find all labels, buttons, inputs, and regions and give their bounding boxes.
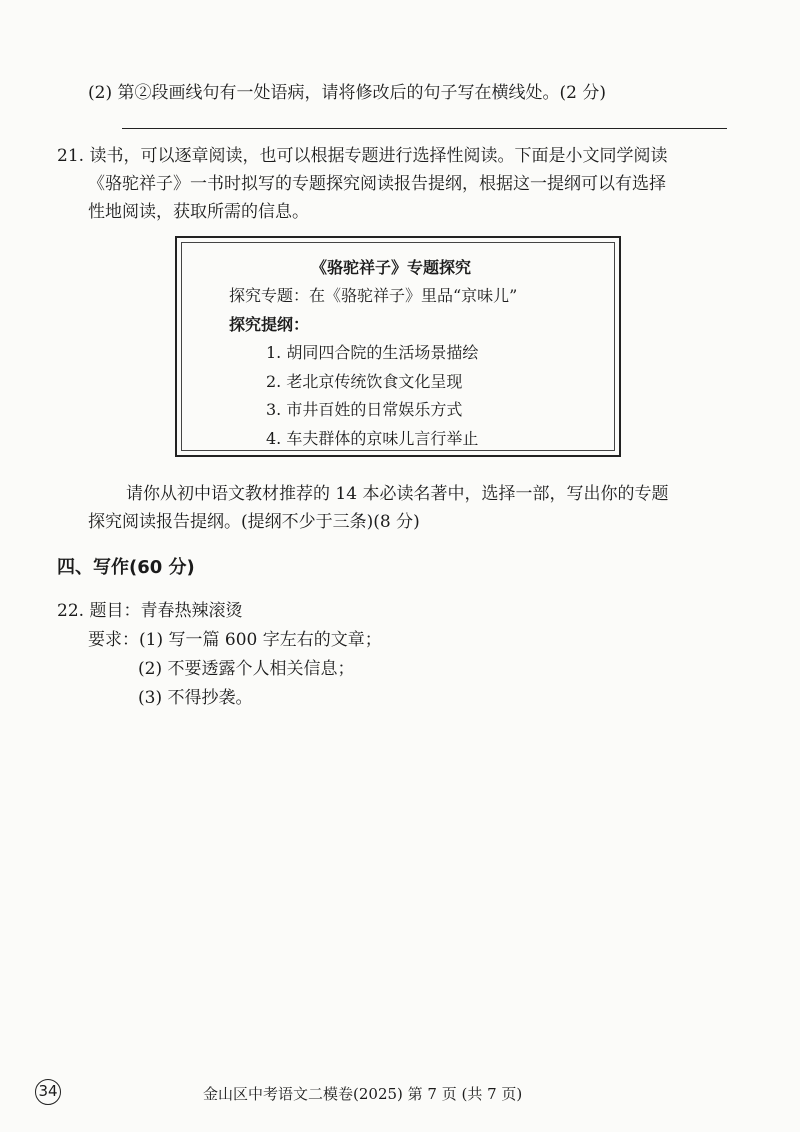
outline-item-2: 2. 老北京传统饮食文化呈现 xyxy=(266,372,463,391)
q21-line-2: 《骆驼祥子》一书时拟写的专题探究阅读报告提纲，根据这一提纲可以有选择 xyxy=(88,174,666,194)
q21-line-3: 性地阅读，获取所需的信息。 xyxy=(88,202,309,222)
footer-text: 金山区中考语文二模卷(2025) 第 7 页 (共 7 页) xyxy=(203,1085,523,1103)
outline-box-title: 《骆驼祥子》专题探究 xyxy=(311,258,472,277)
outline-item-4: 4. 车夫群体的京味儿言行举止 xyxy=(266,429,479,448)
section-heading-writing: 四、写作(60 分) xyxy=(57,557,195,578)
q22-requirement-3: (3) 不得抄袭。 xyxy=(138,688,253,708)
q21-line-1: 21. 读书，可以逐章阅读，也可以根据专题进行选择性阅读。下面是小文同学阅读 xyxy=(57,146,668,166)
outline-box-topic: 探究专题：在《骆驼祥子》里品“京味儿” xyxy=(229,286,518,305)
q20-part2: (2) 第②段画线句有一处语病，请将修改后的句子写在横线处。(2 分) xyxy=(88,83,606,103)
answer-line[interactable] xyxy=(122,128,727,129)
outline-item-1: 1. 胡同四合院的生活场景描绘 xyxy=(266,343,479,362)
q21-task-line-2: 探究阅读报告提纲。(提纲不少于三条)(8 分) xyxy=(88,512,420,532)
circled-page-number: 34 xyxy=(35,1079,61,1105)
q22-title: 22. 题目：青春热辣滚烫 xyxy=(57,601,243,621)
outline-item-3: 3. 市井百姓的日常娱乐方式 xyxy=(266,400,463,419)
outline-box-label: 探究提纲： xyxy=(229,315,310,334)
q21-task-line-1: 请你从初中语文教材推荐的 14 本必读名著中，选择一部，写出你的专题 xyxy=(126,484,669,504)
q22-requirement-2: (2) 不要透露个人相关信息； xyxy=(138,659,355,679)
q22-requirement-1: 要求：(1) 写一篇 600 字左右的文章； xyxy=(88,630,382,650)
